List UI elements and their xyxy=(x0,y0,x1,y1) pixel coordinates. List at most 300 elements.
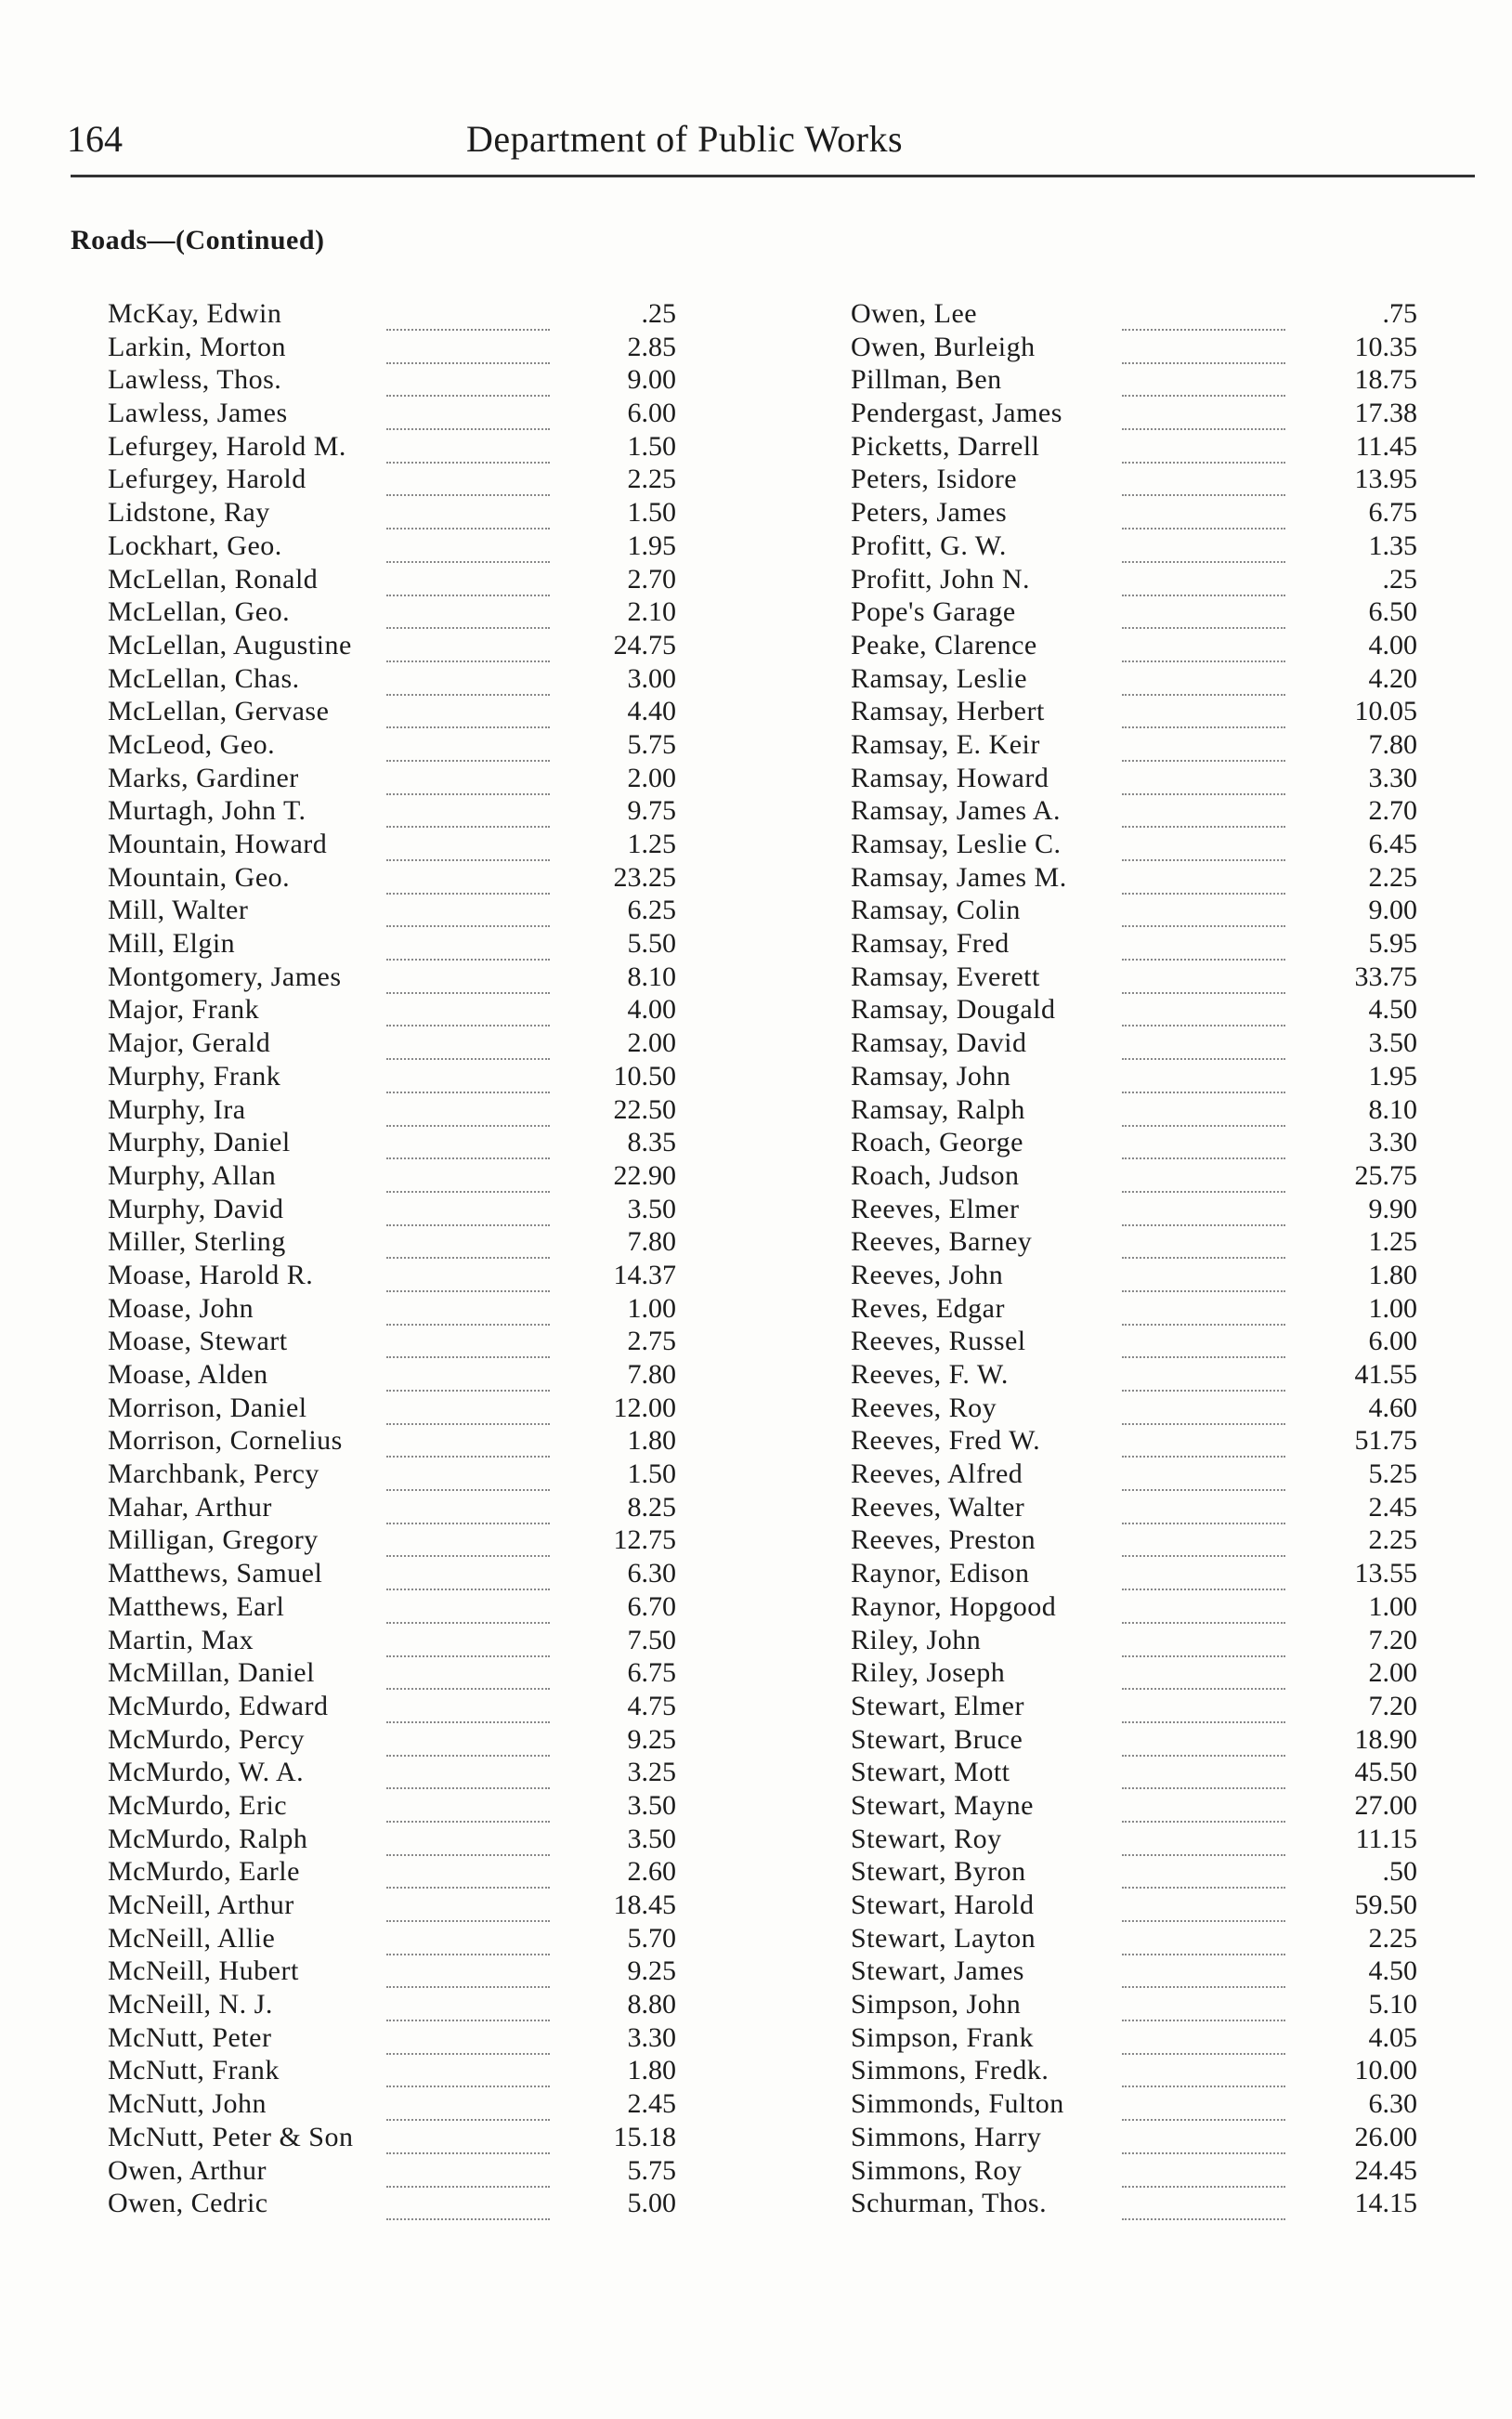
dot-leader xyxy=(1122,1193,1285,1226)
entry-name: Owen, Burleigh xyxy=(851,331,1036,362)
list-item xyxy=(851,430,1417,464)
list-item xyxy=(851,1889,1417,1922)
dot-leader xyxy=(386,1590,550,1624)
entry-amount: 1.25 xyxy=(1368,1226,1417,1258)
entry-name: Mountain, Geo. xyxy=(108,861,291,893)
entry-amount: 7.20 xyxy=(1368,1624,1417,1655)
list-item xyxy=(108,1491,676,1524)
section-heading: Roads—(Continued) xyxy=(71,225,325,255)
entry-name: Reeves, Barney xyxy=(851,1226,1033,1258)
entry-name: Picketts, Darrell xyxy=(851,430,1040,462)
dot-leader xyxy=(386,1988,550,2021)
entry-amount: .50 xyxy=(1382,1856,1417,1888)
entry-amount: 8.80 xyxy=(627,1989,676,2020)
dot-leader xyxy=(1122,496,1285,530)
entry-name: Ramsay, Ralph xyxy=(851,1093,1025,1125)
entry-amount: 9.75 xyxy=(627,795,676,827)
list-item xyxy=(851,1557,1417,1590)
entry-name: Matthews, Earl xyxy=(108,1590,285,1622)
entry-amount: 10.35 xyxy=(1354,331,1417,362)
list-item xyxy=(851,1756,1417,1789)
entry-name: Simmons, Harry xyxy=(851,2121,1042,2152)
list-item xyxy=(108,1424,676,1458)
list-item xyxy=(108,762,676,795)
entry-amount: 2.25 xyxy=(1368,861,1417,893)
list-item xyxy=(851,496,1417,530)
dot-leader xyxy=(1122,1325,1285,1358)
entry-amount: 9.90 xyxy=(1368,1193,1417,1224)
dot-leader xyxy=(386,2021,550,2055)
entry-name: Stewart, Harold xyxy=(851,1889,1035,1920)
entry-name: Ramsay, Leslie C. xyxy=(851,829,1062,859)
dot-leader xyxy=(386,1292,550,1326)
entry-name: Stewart, James xyxy=(851,1955,1024,1987)
list-item xyxy=(108,2087,676,2121)
dot-leader xyxy=(386,927,550,961)
entry-name: Ramsay, Colin xyxy=(851,895,1021,926)
entry-name: Simpson, John xyxy=(851,1989,1022,2020)
dot-leader xyxy=(386,662,550,696)
list-item xyxy=(108,629,676,662)
entry-name: Riley, Joseph xyxy=(851,1657,1006,1689)
entry-amount: 3.30 xyxy=(627,2021,676,2053)
list-item xyxy=(851,1458,1417,1491)
list-item xyxy=(851,2021,1417,2055)
dot-leader xyxy=(1122,1458,1285,1491)
entry-amount: 27.00 xyxy=(1354,1789,1417,1821)
list-item xyxy=(851,762,1417,795)
dot-leader xyxy=(1122,1392,1285,1425)
dot-leader xyxy=(1122,1823,1285,1856)
entry-amount: 2.25 xyxy=(1368,1922,1417,1954)
entry-name: Marks, Gardiner xyxy=(108,762,299,793)
entry-amount: 6.00 xyxy=(627,398,676,429)
dot-leader xyxy=(386,1358,550,1392)
entry-name: Lawless, James xyxy=(108,398,288,429)
entry-name: Moase, Stewart xyxy=(108,1326,288,1357)
entry-amount: 4.50 xyxy=(1368,994,1417,1026)
dot-leader xyxy=(386,496,550,530)
entry-name: Major, Frank xyxy=(108,994,260,1026)
list-item xyxy=(851,1823,1417,1856)
entry-name: McNeill, N. J. xyxy=(108,1989,273,2020)
entry-name: McNeill, Hubert xyxy=(108,1955,299,1987)
entry-amount: 51.75 xyxy=(1354,1425,1417,1457)
dot-leader xyxy=(1122,794,1285,828)
list-item xyxy=(108,463,676,496)
entry-amount: 26.00 xyxy=(1354,2121,1417,2152)
list-item xyxy=(108,961,676,994)
list-item xyxy=(851,728,1417,762)
list-item xyxy=(851,1225,1417,1259)
entry-amount: .25 xyxy=(641,298,676,329)
entry-name: McLeod, Geo. xyxy=(108,728,276,760)
list-item xyxy=(108,2054,676,2087)
entry-name: McNutt, Peter xyxy=(108,2021,272,2053)
list-item xyxy=(108,397,676,430)
entry-name: Roach, Judson xyxy=(851,1159,1020,1191)
entry-name: Peters, James xyxy=(851,497,1008,529)
entry-amount: 22.90 xyxy=(613,1159,676,1191)
entry-name: Reeves, Russel xyxy=(851,1326,1026,1357)
list-item xyxy=(851,828,1417,861)
dot-leader xyxy=(386,728,550,762)
dot-leader xyxy=(1122,2054,1285,2087)
entry-name: Moase, Harold R. xyxy=(108,1259,314,1290)
entry-amount: 3.30 xyxy=(1368,1127,1417,1158)
entry-amount: 2.75 xyxy=(627,1326,676,1357)
dot-leader xyxy=(386,1458,550,1491)
list-item xyxy=(108,828,676,861)
entry-name: Profitt, G. W. xyxy=(851,530,1007,561)
entry-amount: 4.60 xyxy=(1368,1392,1417,1423)
entry-amount: 13.95 xyxy=(1354,464,1417,495)
entry-name: Pillman, Ben xyxy=(851,364,1002,396)
entry-amount: 11.45 xyxy=(1355,430,1417,462)
entry-name: Ramsay, James M. xyxy=(851,861,1067,893)
entry-name: McNeill, Arthur xyxy=(108,1889,294,1920)
list-item xyxy=(108,894,676,927)
entry-amount: 14.15 xyxy=(1354,2188,1417,2219)
entry-amount: 9.00 xyxy=(627,364,676,396)
list-item xyxy=(851,1624,1417,1657)
list-item xyxy=(851,2054,1417,2087)
list-item xyxy=(851,463,1417,496)
entry-name: Murphy, Frank xyxy=(108,1060,281,1092)
list-item xyxy=(851,1424,1417,1458)
entry-amount: 59.50 xyxy=(1354,1889,1417,1920)
entry-name: Murphy, Ira xyxy=(108,1093,246,1125)
dot-leader xyxy=(386,2121,550,2154)
entry-name: Lefurgey, Harold M. xyxy=(108,430,346,462)
dot-leader xyxy=(386,1060,550,1093)
entry-name: Ramsay, David xyxy=(851,1027,1027,1059)
list-item xyxy=(108,728,676,762)
entry-name: Peters, Isidore xyxy=(851,464,1018,495)
entry-amount: 10.00 xyxy=(1354,2055,1417,2086)
list-item xyxy=(108,297,676,331)
dot-leader xyxy=(1122,1060,1285,1093)
dot-leader xyxy=(1122,894,1285,927)
list-item xyxy=(851,1656,1417,1690)
dot-leader xyxy=(386,463,550,496)
list-item xyxy=(108,1988,676,2021)
list-item xyxy=(108,1159,676,1193)
dot-leader xyxy=(1122,1590,1285,1624)
entry-name: Stewart, Elmer xyxy=(851,1690,1024,1721)
dot-leader xyxy=(386,1690,550,1723)
dot-leader xyxy=(386,1093,550,1127)
list-item xyxy=(108,1656,676,1690)
entry-name: Reeves, Elmer xyxy=(851,1193,1020,1224)
entry-amount: 1.00 xyxy=(1368,1590,1417,1622)
list-item xyxy=(108,1955,676,1988)
list-item xyxy=(851,794,1417,828)
entry-name: Milligan, Gregory xyxy=(108,1524,319,1556)
dot-leader xyxy=(386,1523,550,1557)
entry-name: Lefurgey, Harold xyxy=(108,464,306,495)
dot-leader xyxy=(1122,1889,1285,1922)
dot-leader xyxy=(1122,927,1285,961)
list-item xyxy=(851,695,1417,728)
entry-amount: 4.75 xyxy=(627,1690,676,1721)
entry-name: Montgomery, James xyxy=(108,961,342,992)
dot-leader xyxy=(386,1656,550,1690)
list-item xyxy=(851,331,1417,364)
entry-name: Peake, Clarence xyxy=(851,629,1037,660)
right-column xyxy=(851,297,1417,2220)
entry-name: Mountain, Howard xyxy=(108,829,328,859)
entry-name: Ramsay, John xyxy=(851,1060,1011,1092)
entry-amount: 7.80 xyxy=(627,1226,676,1258)
dot-leader xyxy=(1122,2021,1285,2055)
list-item xyxy=(851,297,1417,331)
list-item xyxy=(108,2187,676,2220)
dot-leader xyxy=(386,331,550,364)
list-item xyxy=(108,695,676,728)
list-item xyxy=(108,1358,676,1392)
list-item xyxy=(108,1922,676,1955)
list-item xyxy=(851,1259,1417,1292)
list-item xyxy=(108,530,676,563)
dot-leader xyxy=(386,762,550,795)
entry-amount: 18.75 xyxy=(1354,364,1417,396)
entry-amount: 6.70 xyxy=(627,1590,676,1622)
dot-leader xyxy=(1122,629,1285,662)
dot-leader xyxy=(1122,2154,1285,2188)
entry-amount: 15.18 xyxy=(613,2121,676,2152)
entry-amount: 6.30 xyxy=(627,1558,676,1589)
entry-amount: 25.75 xyxy=(1354,1159,1417,1191)
entry-amount: 3.00 xyxy=(627,662,676,694)
list-item xyxy=(851,1523,1417,1557)
entry-name: Pendergast, James xyxy=(851,398,1062,429)
list-item xyxy=(851,1159,1417,1193)
dot-leader xyxy=(1122,828,1285,861)
entry-name: Reeves, Roy xyxy=(851,1392,997,1423)
list-item xyxy=(108,2154,676,2188)
entry-amount: 2.85 xyxy=(627,331,676,362)
entry-amount: 2.25 xyxy=(627,464,676,495)
list-item xyxy=(851,1491,1417,1524)
list-item xyxy=(851,397,1417,430)
entry-name: McMurdo, Edward xyxy=(108,1690,329,1721)
entry-name: Murphy, David xyxy=(108,1193,284,1224)
dot-leader xyxy=(386,1955,550,1988)
dot-leader xyxy=(386,1922,550,1955)
dot-leader xyxy=(386,629,550,662)
entry-amount: 9.00 xyxy=(1368,895,1417,926)
entry-amount: 1.50 xyxy=(627,430,676,462)
entry-name: Reeves, F. W. xyxy=(851,1359,1009,1390)
dot-leader xyxy=(386,2054,550,2087)
entry-name: McNutt, Peter & Son xyxy=(108,2121,354,2152)
list-item xyxy=(108,1756,676,1789)
entry-name: Owen, Arthur xyxy=(108,2154,267,2186)
entry-name: Simmonds, Fulton xyxy=(851,2088,1064,2120)
dot-leader xyxy=(1122,397,1285,430)
list-item xyxy=(108,1458,676,1491)
entry-name: Reeves, Preston xyxy=(851,1524,1036,1556)
list-item xyxy=(851,1723,1417,1757)
entry-amount: 12.00 xyxy=(613,1392,676,1423)
entry-amount: 1.80 xyxy=(627,1425,676,1457)
dot-leader xyxy=(1122,1789,1285,1823)
dot-leader xyxy=(386,297,550,331)
entry-amount: 1.95 xyxy=(1368,1060,1417,1092)
list-item xyxy=(108,1026,676,1060)
dot-leader xyxy=(1122,2087,1285,2121)
dot-leader xyxy=(386,563,550,596)
left-column xyxy=(108,297,676,2220)
entry-amount: 4.05 xyxy=(1368,2021,1417,2053)
list-item xyxy=(851,2121,1417,2154)
list-item xyxy=(108,1523,676,1557)
dot-leader xyxy=(386,1855,550,1889)
entry-amount: 9.25 xyxy=(627,1723,676,1755)
entry-amount: 2.00 xyxy=(1368,1657,1417,1689)
dot-leader xyxy=(1122,1358,1285,1392)
dot-leader xyxy=(386,695,550,728)
entry-amount: 1.95 xyxy=(627,530,676,561)
list-item xyxy=(108,1093,676,1127)
entry-amount: 1.25 xyxy=(627,829,676,859)
list-item xyxy=(108,1624,676,1657)
entry-amount: 41.55 xyxy=(1354,1359,1417,1390)
list-item xyxy=(108,662,676,696)
entry-name: Mahar, Arthur xyxy=(108,1491,272,1523)
dot-leader xyxy=(386,595,550,629)
entry-amount: .75 xyxy=(1382,298,1417,329)
dot-leader xyxy=(386,397,550,430)
dot-leader xyxy=(1122,363,1285,397)
list-item xyxy=(851,1988,1417,2021)
entry-name: Simmons, Fredk. xyxy=(851,2055,1049,2086)
entry-amount: 8.25 xyxy=(627,1491,676,1523)
entry-amount: 5.25 xyxy=(1368,1458,1417,1490)
entry-name: McLellan, Chas. xyxy=(108,662,300,694)
entry-name: Stewart, Mayne xyxy=(851,1789,1034,1821)
dot-leader xyxy=(1122,961,1285,994)
list-item xyxy=(108,1789,676,1823)
entry-amount: 1.00 xyxy=(1368,1292,1417,1324)
entry-amount: 4.00 xyxy=(627,994,676,1026)
dot-leader xyxy=(1122,1093,1285,1127)
list-item xyxy=(851,363,1417,397)
list-item xyxy=(851,1690,1417,1723)
entry-name: Ramsay, Leslie xyxy=(851,662,1028,694)
dot-leader xyxy=(1122,1126,1285,1159)
dot-leader xyxy=(1122,331,1285,364)
list-item xyxy=(108,927,676,961)
list-item xyxy=(851,961,1417,994)
dot-leader xyxy=(386,794,550,828)
dot-leader xyxy=(1122,1855,1285,1889)
entry-name: Murphy, Daniel xyxy=(108,1127,291,1158)
entry-name: Murphy, Allan xyxy=(108,1159,277,1191)
entry-amount: 2.45 xyxy=(1368,1491,1417,1523)
list-item xyxy=(108,1060,676,1093)
list-item xyxy=(851,927,1417,961)
entry-name: Stewart, Roy xyxy=(851,1823,1002,1854)
page-number: 164 xyxy=(67,118,123,160)
entry-amount: 2.60 xyxy=(627,1856,676,1888)
entry-name: Lockhart, Geo. xyxy=(108,530,282,561)
entry-name: Ramsay, James A. xyxy=(851,795,1062,827)
entry-name: Moase, Alden xyxy=(108,1359,268,1390)
dot-leader xyxy=(1122,563,1285,596)
list-item xyxy=(851,2187,1417,2220)
entry-name: Larkin, Morton xyxy=(108,331,286,362)
entry-name: McMurdo, Ralph xyxy=(108,1823,308,1854)
entry-name: Profitt, John N. xyxy=(851,563,1031,595)
entry-name: Simpson, Frank xyxy=(851,2021,1035,2053)
list-item xyxy=(851,894,1417,927)
entry-name: Reeves, Alfred xyxy=(851,1458,1023,1490)
entry-amount: 5.10 xyxy=(1368,1989,1417,2020)
entry-amount: 8.10 xyxy=(1368,1093,1417,1125)
dot-leader xyxy=(386,430,550,464)
dot-leader xyxy=(1122,993,1285,1026)
entry-name: Mill, Elgin xyxy=(108,928,236,960)
list-item xyxy=(851,1026,1417,1060)
entry-name: Stewart, Mott xyxy=(851,1757,1010,1788)
dot-leader xyxy=(1122,1259,1285,1292)
dot-leader xyxy=(1122,1159,1285,1193)
list-item xyxy=(851,1060,1417,1093)
list-item xyxy=(851,1126,1417,1159)
dot-leader xyxy=(386,1126,550,1159)
header-rule xyxy=(71,175,1475,177)
entry-amount: 10.05 xyxy=(1354,696,1417,727)
entry-name: McLellan, Ronald xyxy=(108,563,319,595)
dot-leader xyxy=(1122,861,1285,895)
entry-amount: 6.00 xyxy=(1368,1326,1417,1357)
dot-leader xyxy=(386,363,550,397)
entry-amount: 6.75 xyxy=(1368,497,1417,529)
entry-amount: 1.50 xyxy=(627,1458,676,1490)
dot-leader xyxy=(386,1392,550,1425)
entry-amount: 4.40 xyxy=(627,696,676,727)
list-item xyxy=(108,430,676,464)
entry-amount: .25 xyxy=(1382,563,1417,595)
entry-amount: 6.50 xyxy=(1368,596,1417,628)
list-item xyxy=(108,1325,676,1358)
entry-amount: 5.00 xyxy=(627,2188,676,2219)
entry-amount: 4.00 xyxy=(1368,629,1417,660)
entry-name: McNutt, Frank xyxy=(108,2055,280,2086)
dot-leader xyxy=(386,530,550,563)
entry-name: Lawless, Thos. xyxy=(108,364,282,396)
entry-name: McLellan, Gervase xyxy=(108,696,330,727)
entry-amount: 22.50 xyxy=(613,1093,676,1125)
entry-amount: 17.38 xyxy=(1354,398,1417,429)
entry-amount: 18.90 xyxy=(1354,1723,1417,1755)
list-item xyxy=(851,1093,1417,1127)
dot-leader xyxy=(386,1823,550,1856)
list-item xyxy=(851,563,1417,596)
entry-name: McKay, Edwin xyxy=(108,298,282,329)
entry-amount: 3.50 xyxy=(627,1789,676,1821)
entry-amount: 3.50 xyxy=(627,1823,676,1854)
list-item xyxy=(108,1889,676,1922)
dot-leader xyxy=(1122,1690,1285,1723)
list-item xyxy=(851,595,1417,629)
entry-amount: 4.50 xyxy=(1368,1955,1417,1987)
dot-leader xyxy=(1122,1624,1285,1657)
entry-amount: 9.25 xyxy=(627,1955,676,1987)
list-item xyxy=(851,662,1417,696)
